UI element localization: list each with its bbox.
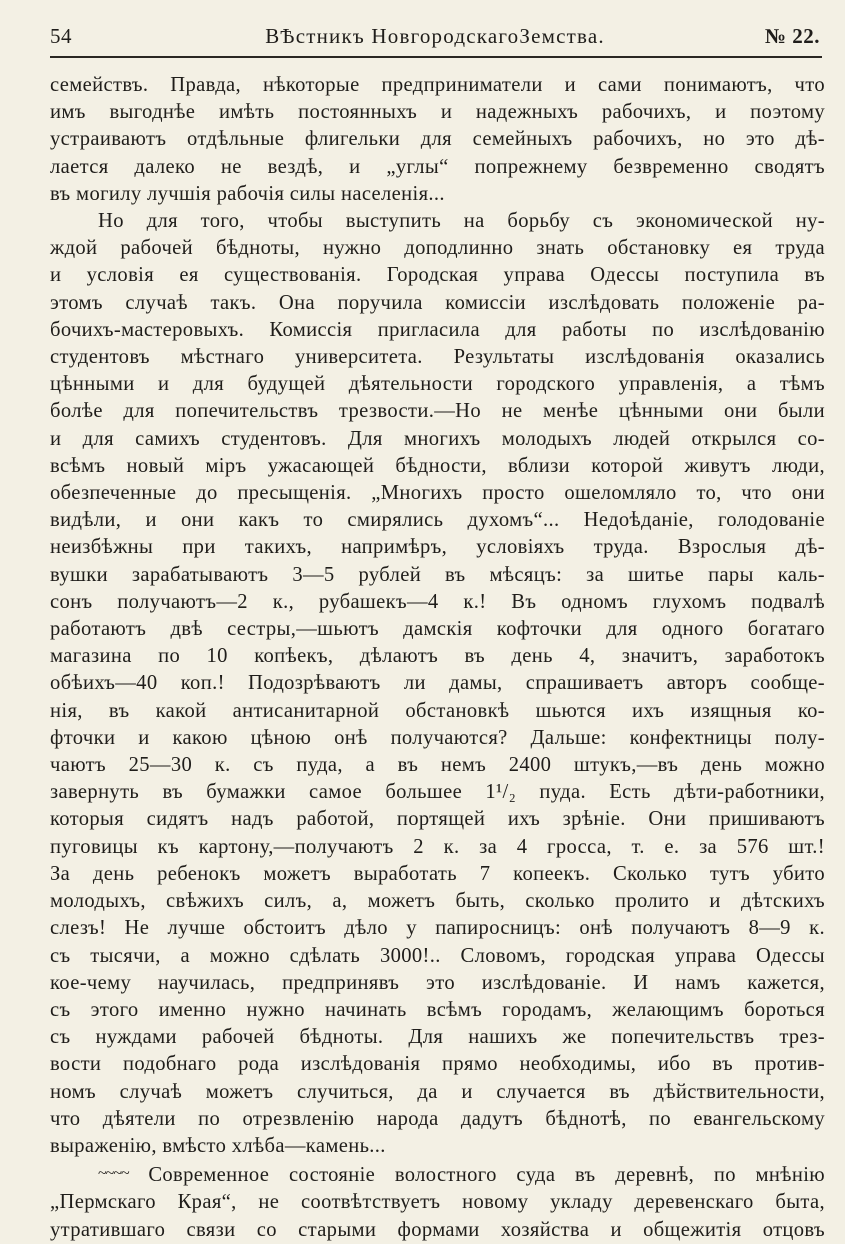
text-line: „Пермскаго Края“, не соотвѣтствуетъ новому укладу деревенскаго быта,: [50, 1191, 825, 1214]
running-header: [50, 18, 820, 52]
text-line: лается далеко не вездѣ, и „углы“ попрежнему безвременно сводятъ: [50, 155, 825, 178]
text-line: слезъ! Не лучше обстоитъ дѣло у папиросницъ: онѣ получаютъ 8—9 к.: [50, 917, 825, 940]
text-line-content: Современное состояніе волостного суда въ деревнѣ, по мнѣнію: [148, 1164, 826, 1187]
text-line: кое-чему научилась, предпринявъ это изслѣдованіе. И намъ кажется,: [50, 971, 825, 994]
journal-title: ВѢстникъ НовгородскагоЗемства.: [265, 24, 605, 48]
text-line: неизбѣжны при такихъ, напримѣръ, условіяхъ труда. Взрослыя дѣ-: [50, 536, 825, 559]
text-line: выраженію, вмѣсто хлѣба—камень...: [50, 1134, 386, 1157]
text-line: магазина по 10 копѣекъ, дѣлаютъ въ день 4, значитъ, заработокъ: [50, 645, 825, 668]
text-line: видѣли, и они какъ то смирялись духомъ“... Недоѣданіе, голодованіе: [50, 509, 825, 532]
text-line: фточки и какою цѣною онѣ получаются? Дальше: конфектницы полу-: [50, 726, 825, 749]
paragraph-1: [50, 72, 825, 208]
text-line: сонъ получаютъ—2 к., рубашекъ—4 к.! Въ одномъ глухомъ подвалѣ: [50, 590, 825, 613]
text-line: Но для того, чтобы выступить на борьбу съ экономической ну-: [98, 210, 825, 233]
issue-number: № 22.: [764, 24, 820, 48]
paragraph-2: [50, 208, 825, 1160]
text-line: которыя сидятъ надъ работой, портящей ихъ зрѣніе. Они пришиваютъ: [50, 808, 825, 831]
text-line: съ нуждами рабочей бѣдноты. Для нашихъ же попечительствъ трез-: [50, 1026, 825, 1049]
text-line: обезпеченные до пресыщенія. „Многихъ просто ошеломляло то, что они: [50, 482, 825, 505]
text-line: и условія ея существованія. Городская управа Одессы поступила въ: [50, 264, 825, 287]
text-line: нія, въ какой антисанитарной обстановкѣ шьются ихъ изящныя ко-: [50, 699, 825, 722]
header-rule: [50, 56, 822, 58]
text-line: этомъ случаѣ такъ. Она поручила комиссіи изслѣдовать положеніе ра-: [50, 291, 825, 314]
text-line: и для самихъ студентовъ. Для многихъ молодыхъ людей открылся со-: [50, 427, 825, 450]
text-line: болѣе для попечительствъ трезвости.—Но не менѣе цѣнными они были: [50, 400, 825, 423]
text-line: работаютъ двѣ сестры,—шьютъ дамскія кофточки для одного богатаго: [50, 618, 825, 641]
text-line: завернуть въ бумажки самое большее 1¹/₂ пуда. Есть дѣти-работники,: [50, 781, 825, 804]
text-line: пуговицы къ картону,—получаютъ 2 к. за 4 гросса, т. е. за 576 шт.!: [50, 835, 825, 858]
text-line: цѣнными и для будущей дѣятельности городского управленія, а тѣмъ: [50, 373, 825, 396]
text-line: устраиваютъ отдѣльные флигельки для семейныхъ рабочихъ, но это дѣ-: [50, 128, 825, 151]
page-number: 54: [50, 24, 72, 48]
text-line: въ могилу лучшія рабочія силы населенія...: [50, 182, 445, 205]
text-line: чаютъ 25—30 к. съ пуда, а въ немъ 2400 штукъ,—въ день можно: [50, 754, 825, 777]
text-line: имъ выгоднѣе имѣть постоянныхъ и надежныхъ рабочихъ, и поэтому: [50, 101, 825, 124]
text-line: бочихъ-мастеровыхъ. Комиссія пригласила для работы по изслѣдованію: [50, 318, 825, 341]
text-line: съ тысячи, а можно сдѣлать 3000!.. Словомъ, городская управа Одессы: [50, 944, 825, 967]
text-line: семействъ. Правда, нѣкоторые предприниматели и сами понимаютъ, что: [50, 74, 825, 96]
text-line: что дѣятели по отрезвленію народа дадутъ бѣднотѣ, по евангельскому: [50, 1107, 825, 1130]
text-line: ждой рабочей бѣдноты, нужно доподлинно знать обстановку ея труда: [50, 237, 825, 260]
text-line: вости подобнаго рода изслѣдованія прямо необходимы, ибо въ против-: [50, 1053, 825, 1076]
text-line: обѣихъ—40 коп.! Подозрѣваютъ ли дамы, спрашиваетъ авторъ сообще-: [50, 672, 825, 695]
text-line: номъ случаѣ можетъ случиться, да и случается въ дѣйствительности,: [50, 1080, 825, 1103]
lead-mark: ~~~~: [98, 1165, 129, 1183]
text-line: [50, 1160, 825, 1189]
text-line: За день ребенокъ можетъ выработать 7 копеекъ. Сколько тутъ убито: [50, 862, 825, 885]
text-line: всѣмъ новый міръ ужасающей бѣдности, вблизи которой живутъ люди,: [50, 454, 825, 477]
text-line: молодыхъ, свѣжихъ силъ, а, можетъ быть, сколько пролито и дѣтскихъ: [50, 890, 825, 913]
text-line: студентовъ мѣстнаго университета. Результаты изслѣдованія оказались: [50, 346, 825, 369]
article-body: [50, 72, 825, 1244]
text-line: утратившаго связи со старыми формами хозяйства и общежитія отцовъ: [50, 1218, 825, 1241]
text-line: съ этого именно нужно начинать всѣмъ городамъ, желающимъ бороться: [50, 998, 825, 1021]
paragraph-3: [50, 1160, 825, 1244]
text-line: вушки зарабатываютъ 3—5 рублей въ мѣсяцъ: за шитье пары каль-: [50, 563, 825, 586]
